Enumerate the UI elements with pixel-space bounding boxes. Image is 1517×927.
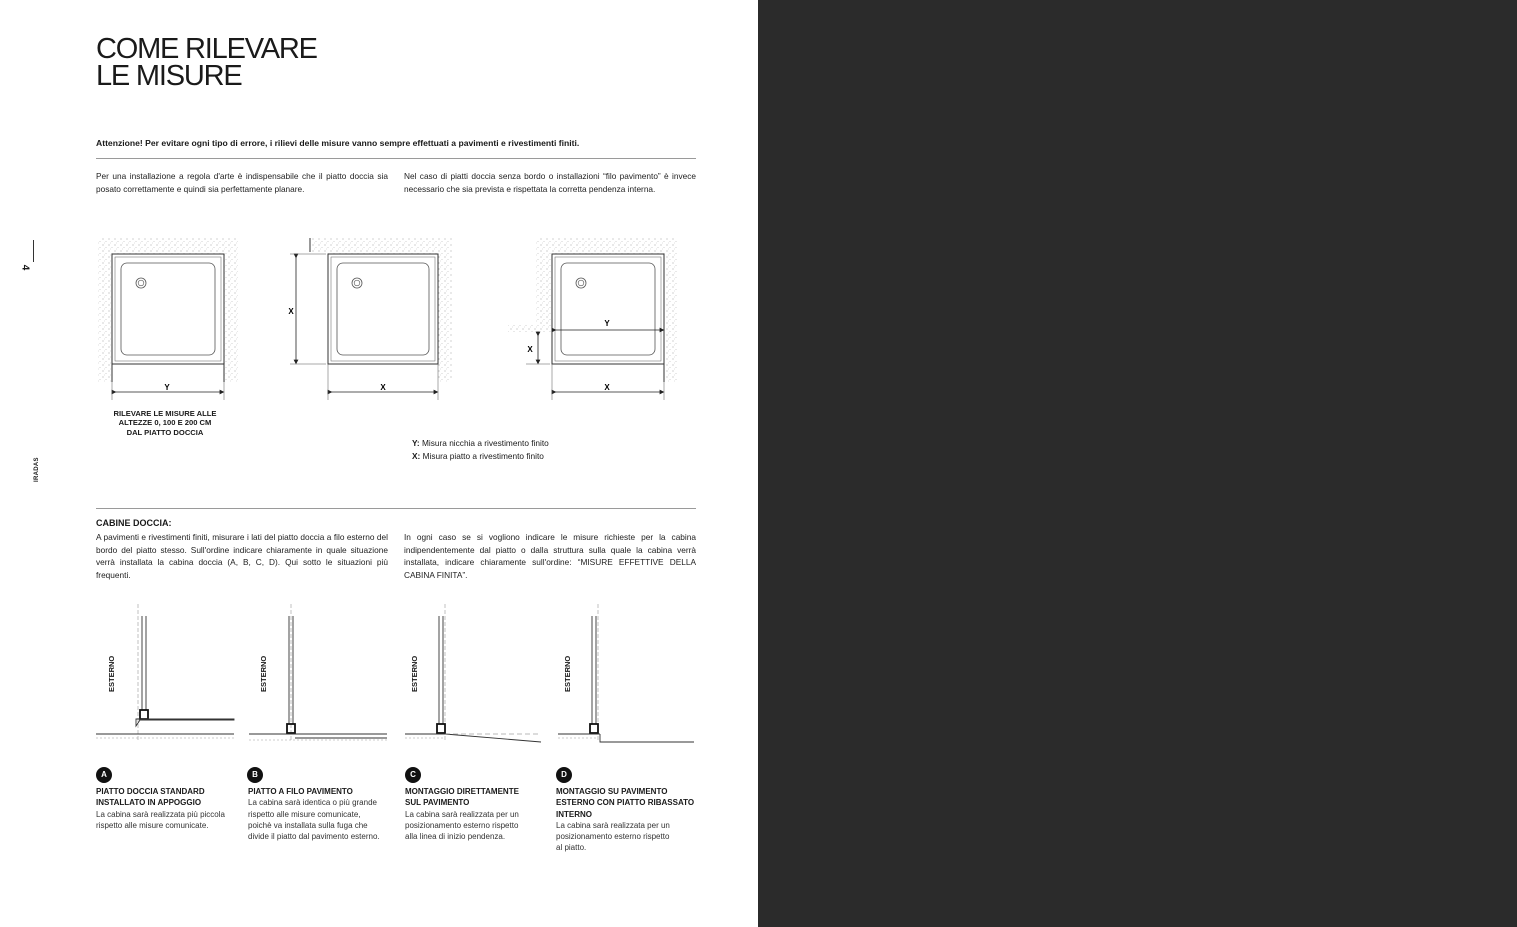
- plan-corner: [288, 238, 452, 400]
- viewer-background: [758, 0, 1517, 927]
- legend-x-text: Misura piatto a rivestimento finito: [420, 450, 544, 461]
- dimension-legend: [412, 437, 549, 462]
- external-label-d: ESTERNO: [563, 655, 572, 692]
- case-caption-a: [96, 786, 246, 831]
- external-label-c: ESTERNO: [410, 655, 419, 692]
- title-line-1: COME RILEVARE: [96, 33, 317, 65]
- section-drawing-d: [558, 600, 698, 745]
- case-title: PIATTO DOCCIA STANDARD INSTALLATO IN APPOGGIO: [96, 787, 205, 808]
- title-line-2: LE MISURE: [96, 60, 242, 92]
- case-body: La cabina sarà realizzata più piccola rispetto alle misure comunicate.: [96, 809, 225, 830]
- page-number-rule: [33, 240, 34, 262]
- dim-x-label-small: X: [527, 345, 533, 354]
- page-number: 4: [19, 264, 31, 271]
- case-badge-d: D: [556, 767, 572, 783]
- legend-x-key: X:: [412, 450, 421, 461]
- dim-y-label: Y: [164, 383, 170, 392]
- legend-y: [412, 437, 549, 450]
- case-badge-a: A: [96, 767, 112, 783]
- case-body: La cabina sarà realizzata per un posizionamento esterno rispetto alla linea di inizio pendenza.: [405, 809, 519, 842]
- section-drawing-a: [96, 600, 236, 745]
- catalog-page: [0, 0, 758, 927]
- plan-drawings: [90, 232, 690, 404]
- brand-mark: IRADAS: [34, 457, 40, 482]
- case-badge-b: B: [247, 767, 263, 783]
- section-drawing-c: [405, 600, 545, 745]
- dim-x-label-bottom: X: [604, 383, 610, 392]
- cabins-text-left: A pavimenti e rivestimenti finiti, misurare i lati del piatto doccia a filo esterno del bordo del piatto stesso. Sull'ordine indicare chiaramente in quale situazione verrà installata la cabina doccia (A, B, C, D). Qui sotto le situazioni più frequenti.: [96, 532, 388, 580]
- divider: [96, 158, 696, 159]
- legend-y-key: Y:: [412, 438, 420, 448]
- warning-text: Attenzione! Per evitare ogni tipo di errore, i rilievi delle misure vanno sempre effettuati a pavimenti e rivestimenti finiti.: [96, 138, 580, 148]
- plan-niche-partial: [508, 238, 678, 400]
- case-caption-c: [405, 786, 555, 842]
- section-heading: CABINE DOCCIA:: [96, 518, 172, 528]
- intro-left: Per una installazione a regola d'arte è indispensabile che il piatto doccia sia posato correttamente e quindi sia perfettamente planare.: [96, 171, 388, 194]
- case-caption-b: [248, 786, 398, 842]
- external-label-a: ESTERNO: [107, 655, 116, 692]
- dim-y-label-inner: Y: [604, 319, 610, 328]
- section-drawing-b: [249, 600, 389, 745]
- divider: [96, 508, 696, 509]
- measure-height-note: RILEVARE LE MISURE ALLE ALTEZZE 0, 100 E 200 CM DAL PIATTO DOCCIA: [113, 409, 217, 437]
- external-label-b: ESTERNO: [259, 655, 268, 692]
- legend-x: [412, 450, 549, 463]
- case-badge-c: C: [405, 767, 421, 783]
- legend-y-text: Misura nicchia a rivestimento finito: [419, 438, 549, 448]
- case-title: MONTAGGIO DIRETTAMENTE SUL PAVIMENTO: [405, 787, 519, 808]
- cabins-text-right: In ogni caso se si vogliono indicare le misure richieste per la cabina indipendentemente dal piatto o dalla struttura sulla quale la cabina verrà installata, indicare chiaramente sull'ordine: “MISURE EFFETTIVE DELLA CABINA FINITA”.: [404, 532, 696, 580]
- case-caption-d: [556, 786, 706, 854]
- page-title: [96, 33, 317, 92]
- case-body: La cabina sarà identica o più grande rispetto alle misure comunicate, poichè va installata sulla fuga che divide il piatto dal pavimento esterno.: [248, 798, 380, 842]
- plan-niche: [98, 238, 238, 400]
- dim-x-label-vertical: X: [288, 307, 294, 316]
- case-body: La cabina sarà realizzata per un posizionamento esterno rispetto al piatto.: [556, 820, 670, 853]
- intro-right: Nel caso di piatti doccia senza bordo o installazioni “filo pavimento” è invece necessario che sia prevista e rispettata la corretta pendenza interna.: [404, 171, 696, 194]
- case-title: PIATTO A FILO PAVIMENTO: [248, 787, 353, 796]
- dim-x-label: X: [380, 383, 386, 392]
- case-title: MONTAGGIO SU PAVIMENTO ESTERNO CON PIATTO RIBASSATO INTERNO: [556, 787, 695, 819]
